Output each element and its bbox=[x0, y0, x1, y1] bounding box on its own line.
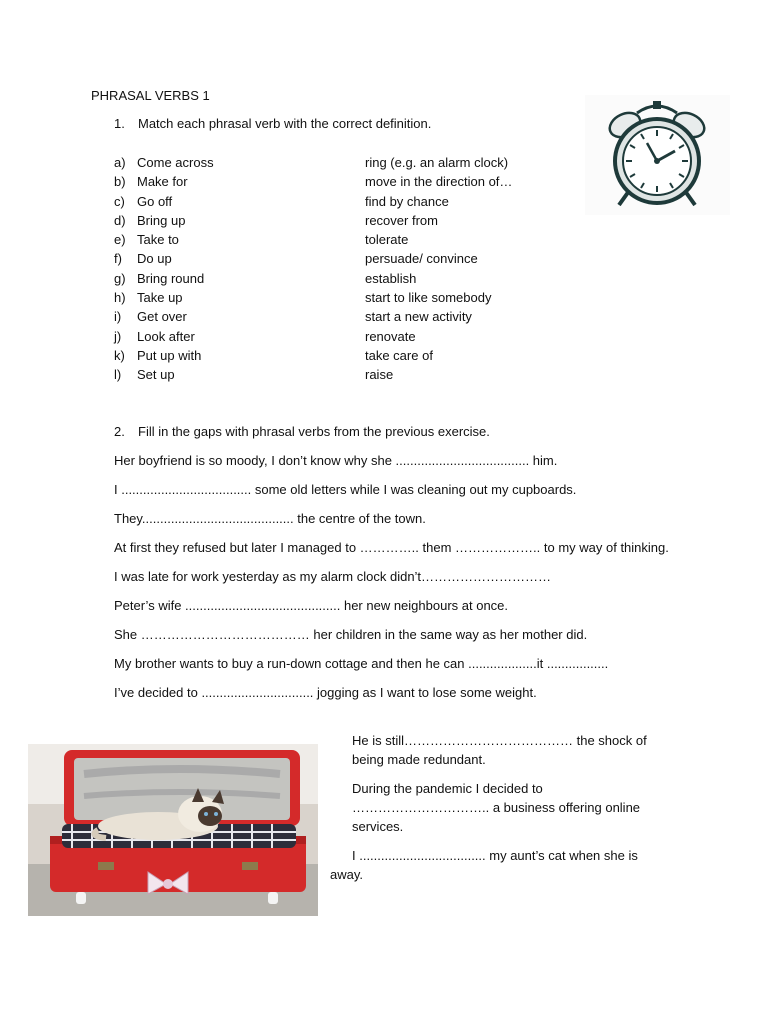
gap-fill-sentence: Her boyfriend is so moody, I don’t know why she ..................................... him. bbox=[114, 453, 558, 468]
exercise-1-number: 1. bbox=[114, 116, 125, 131]
gap-fill-sentence: He is still………………………………… the shock of being made redundant. bbox=[352, 733, 647, 767]
exercise-1-instruction bbox=[114, 116, 431, 131]
cat-suitcase-image bbox=[28, 744, 318, 916]
gap-fill-sentence: They.......................................... the centre of the town. bbox=[114, 511, 426, 526]
match-letter: h) bbox=[114, 290, 126, 306]
match-row bbox=[114, 307, 574, 326]
match-row bbox=[114, 211, 574, 230]
match-row bbox=[114, 288, 574, 307]
phrasal-verb: Make for bbox=[137, 174, 188, 190]
phrasal-verb: Set up bbox=[137, 367, 175, 383]
match-row bbox=[114, 346, 574, 365]
match-row bbox=[114, 249, 574, 268]
match-row bbox=[114, 192, 574, 211]
gap-fill-sentence: Peter’s wife ........................................... her new neighbours at once. bbox=[114, 598, 509, 613]
gap-fill-sentence: During the pandemic I decided to ………………………….. a business offering online services. bbox=[352, 781, 641, 834]
match-letter: l) bbox=[114, 367, 122, 383]
alarm-clock-image bbox=[585, 95, 730, 215]
definition: start a new activity bbox=[365, 309, 472, 325]
phrasal-verb: Do up bbox=[137, 251, 172, 267]
match-letter: b) bbox=[114, 174, 126, 190]
definition: take care of bbox=[365, 347, 433, 363]
match-letter: a) bbox=[114, 155, 126, 170]
definition: recover from bbox=[365, 212, 438, 228]
match-row bbox=[114, 172, 574, 191]
definition: start to like somebody bbox=[365, 290, 492, 306]
match-letter: i) bbox=[114, 309, 122, 325]
match-letter: c) bbox=[114, 193, 125, 209]
side-sentences bbox=[330, 731, 682, 894]
sentence-last-line2: away. bbox=[330, 867, 363, 882]
match-row bbox=[114, 327, 574, 346]
match-letter: k) bbox=[114, 347, 125, 363]
phrasal-verb: Bring up bbox=[137, 212, 186, 228]
match-letter: f) bbox=[114, 251, 122, 267]
page-title: PHRASAL VERBS 1 bbox=[91, 88, 210, 103]
gap-fill-sentence: She ………………………………… her children in the same way as her mother did. bbox=[114, 627, 588, 642]
gap-fill-sentences bbox=[114, 451, 674, 712]
match-row bbox=[114, 230, 574, 249]
phrasal-verb: Take to bbox=[137, 232, 179, 248]
sentence-last bbox=[330, 846, 682, 884]
exercise-2-number: 2. bbox=[114, 424, 125, 439]
matching-list bbox=[114, 153, 574, 385]
match-letter: j) bbox=[114, 328, 122, 344]
gap-fill-sentence: At first they refused but later I managed to ………….. them ……………….. to my way of thinking. bbox=[114, 540, 669, 555]
definition: establish bbox=[365, 270, 417, 286]
definition: move in the direction of… bbox=[365, 174, 513, 190]
gap-fill-sentence: I’ve decided to ............................... jogging as I want to lose some weight. bbox=[114, 685, 537, 700]
gap-fill-sentence: I .................................... some old letters while I was cleaning out my cupboards. bbox=[114, 482, 577, 497]
exercise-2-instruction bbox=[114, 424, 490, 439]
definition: ring (e.g. an alarm clock) bbox=[365, 155, 509, 170]
gap-fill-sentence: My brother wants to buy a run-down cottage and then he can ...................it ................. bbox=[114, 656, 609, 671]
phrasal-verb: Get over bbox=[137, 309, 187, 325]
match-letter: g) bbox=[114, 270, 126, 286]
definition: persuade/ convince bbox=[365, 251, 478, 267]
match-letter: d) bbox=[114, 212, 126, 228]
definition: tolerate bbox=[365, 232, 409, 248]
phrasal-verb: Come across bbox=[137, 155, 214, 170]
match-row bbox=[114, 153, 574, 172]
phrasal-verb: Bring round bbox=[137, 270, 205, 286]
match-letter: e) bbox=[114, 232, 126, 248]
definition: renovate bbox=[365, 328, 416, 344]
definition: find by chance bbox=[365, 193, 449, 209]
phrasal-verb: Look after bbox=[137, 328, 195, 344]
phrasal-verb: Take up bbox=[137, 290, 183, 306]
gap-fill-sentence: I was late for work yesterday as my alarm clock didn’t………………………… bbox=[114, 569, 552, 584]
phrasal-verb: Go off bbox=[137, 193, 173, 209]
match-row bbox=[114, 365, 574, 384]
phrasal-verb: Put up with bbox=[137, 347, 202, 363]
sentence-last-line1: I ................................... my aunt’s cat when she is bbox=[352, 848, 638, 863]
exercise-1-text: Match each phrasal verb with the correct definition. bbox=[138, 116, 432, 131]
definition: raise bbox=[365, 367, 394, 383]
exercise-2-text: Fill in the gaps with phrasal verbs from the previous exercise. bbox=[138, 424, 490, 439]
match-row bbox=[114, 269, 574, 288]
